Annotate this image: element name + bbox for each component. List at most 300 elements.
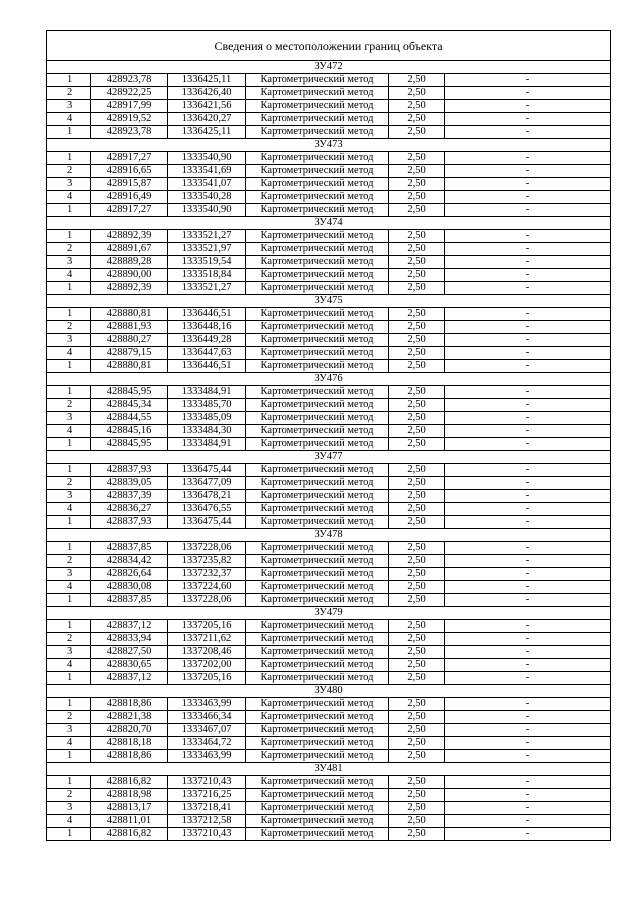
method-cell: Картометрический метод — [246, 100, 389, 113]
point-number-cell: 1 — [47, 776, 91, 789]
method-cell: Картометрический метод — [246, 802, 389, 815]
x-coordinate-cell: 428837,85 — [91, 542, 168, 555]
table-row — [47, 152, 611, 165]
accuracy-cell: 2,50 — [389, 113, 445, 126]
accuracy-cell: 2,50 — [389, 243, 445, 256]
point-number-cell: 3 — [47, 100, 91, 113]
x-coordinate-cell: 428844,55 — [91, 412, 168, 425]
table-row — [47, 464, 611, 477]
table-row — [47, 438, 611, 451]
description-cell: - — [445, 113, 611, 126]
boundary-document — [46, 30, 610, 841]
point-number-cell: 1 — [47, 74, 91, 87]
group-name: ЗУ472 — [47, 61, 611, 74]
accuracy-cell: 2,50 — [389, 802, 445, 815]
x-coordinate-cell: 428818,98 — [91, 789, 168, 802]
x-coordinate-cell: 428915,87 — [91, 178, 168, 191]
method-cell: Картометрический метод — [246, 477, 389, 490]
accuracy-cell: 2,50 — [389, 269, 445, 282]
table-row — [47, 269, 611, 282]
point-number-cell: 3 — [47, 412, 91, 425]
point-number-cell: 4 — [47, 815, 91, 828]
point-number-cell: 2 — [47, 243, 91, 256]
point-number-cell: 2 — [47, 165, 91, 178]
y-coordinate-cell: 1336476,55 — [168, 503, 246, 516]
accuracy-cell: 2,50 — [389, 321, 445, 334]
description-cell: - — [445, 724, 611, 737]
point-number-cell: 4 — [47, 191, 91, 204]
accuracy-cell: 2,50 — [389, 542, 445, 555]
y-coordinate-cell: 1336420,27 — [168, 113, 246, 126]
method-cell: Картометрический метод — [246, 178, 389, 191]
method-cell: Картометрический метод — [246, 438, 389, 451]
x-coordinate-cell: 428826,64 — [91, 568, 168, 581]
accuracy-cell: 2,50 — [389, 659, 445, 672]
description-cell: - — [445, 282, 611, 295]
y-coordinate-cell: 1337202,00 — [168, 659, 246, 672]
table-row — [47, 633, 611, 646]
accuracy-cell: 2,50 — [389, 191, 445, 204]
x-coordinate-cell: 428813,17 — [91, 802, 168, 815]
method-cell: Картометрический метод — [246, 815, 389, 828]
method-cell: Картометрический метод — [246, 555, 389, 568]
table-row — [47, 334, 611, 347]
method-cell: Картометрический метод — [246, 256, 389, 269]
point-number-cell: 1 — [47, 828, 91, 841]
method-cell: Картометрический метод — [246, 464, 389, 477]
x-coordinate-cell: 428923,78 — [91, 126, 168, 139]
point-number-cell: 1 — [47, 282, 91, 295]
description-cell: - — [445, 620, 611, 633]
y-coordinate-cell: 1336421,56 — [168, 100, 246, 113]
table-row — [47, 399, 611, 412]
y-coordinate-cell: 1337205,16 — [168, 672, 246, 685]
table-row — [47, 230, 611, 243]
method-cell: Картометрический метод — [246, 425, 389, 438]
description-cell: - — [445, 815, 611, 828]
y-coordinate-cell: 1336475,44 — [168, 516, 246, 529]
group-header-row — [47, 607, 611, 620]
description-cell: - — [445, 659, 611, 672]
accuracy-cell: 2,50 — [389, 581, 445, 594]
accuracy-cell: 2,50 — [389, 789, 445, 802]
method-cell: Картометрический метод — [246, 308, 389, 321]
description-cell: - — [445, 152, 611, 165]
group-header-row — [47, 139, 611, 152]
method-cell: Картометрический метод — [246, 126, 389, 139]
description-cell: - — [445, 477, 611, 490]
accuracy-cell: 2,50 — [389, 165, 445, 178]
accuracy-cell: 2,50 — [389, 646, 445, 659]
description-cell: - — [445, 555, 611, 568]
y-coordinate-cell: 1333464,72 — [168, 737, 246, 750]
accuracy-cell: 2,50 — [389, 256, 445, 269]
x-coordinate-cell: 428827,50 — [91, 646, 168, 659]
point-number-cell: 1 — [47, 360, 91, 373]
description-cell: - — [445, 191, 611, 204]
method-cell: Картометрический метод — [246, 646, 389, 659]
table-row — [47, 698, 611, 711]
accuracy-cell: 2,50 — [389, 724, 445, 737]
table-row — [47, 282, 611, 295]
point-number-cell: 4 — [47, 503, 91, 516]
table-row — [47, 646, 611, 659]
point-number-cell: 3 — [47, 802, 91, 815]
description-cell: - — [445, 698, 611, 711]
description-cell: - — [445, 503, 611, 516]
description-cell: - — [445, 321, 611, 334]
method-cell: Картометрический метод — [246, 243, 389, 256]
x-coordinate-cell: 428923,78 — [91, 74, 168, 87]
y-coordinate-cell: 1333463,99 — [168, 698, 246, 711]
y-coordinate-cell: 1333485,70 — [168, 399, 246, 412]
point-number-cell: 2 — [47, 477, 91, 490]
x-coordinate-cell: 428880,27 — [91, 334, 168, 347]
x-coordinate-cell: 428845,95 — [91, 386, 168, 399]
x-coordinate-cell: 428836,27 — [91, 503, 168, 516]
y-coordinate-cell: 1337210,43 — [168, 828, 246, 841]
table-row — [47, 490, 611, 503]
x-coordinate-cell: 428820,70 — [91, 724, 168, 737]
y-coordinate-cell: 1337232,37 — [168, 568, 246, 581]
point-number-cell: 2 — [47, 789, 91, 802]
group-name: ЗУ481 — [47, 763, 611, 776]
table-row — [47, 243, 611, 256]
x-coordinate-cell: 428881,93 — [91, 321, 168, 334]
method-cell: Картометрический метод — [246, 503, 389, 516]
accuracy-cell: 2,50 — [389, 152, 445, 165]
table-row — [47, 516, 611, 529]
y-coordinate-cell: 1333485,09 — [168, 412, 246, 425]
method-cell: Картометрический метод — [246, 828, 389, 841]
accuracy-cell: 2,50 — [389, 776, 445, 789]
x-coordinate-cell: 428880,81 — [91, 308, 168, 321]
y-coordinate-cell: 1336425,11 — [168, 74, 246, 87]
point-number-cell: 3 — [47, 490, 91, 503]
y-coordinate-cell: 1337218,41 — [168, 802, 246, 815]
y-coordinate-cell: 1333521,27 — [168, 282, 246, 295]
x-coordinate-cell: 428837,93 — [91, 464, 168, 477]
table-row — [47, 386, 611, 399]
y-coordinate-cell: 1337211,62 — [168, 633, 246, 646]
x-coordinate-cell: 428891,67 — [91, 243, 168, 256]
x-coordinate-cell: 428880,81 — [91, 360, 168, 373]
point-number-cell: 4 — [47, 269, 91, 282]
x-coordinate-cell: 428879,15 — [91, 347, 168, 360]
method-cell: Картометрический метод — [246, 594, 389, 607]
table-row — [47, 659, 611, 672]
description-cell: - — [445, 100, 611, 113]
accuracy-cell: 2,50 — [389, 815, 445, 828]
table-row — [47, 308, 611, 321]
accuracy-cell: 2,50 — [389, 87, 445, 100]
method-cell: Картометрический метод — [246, 516, 389, 529]
accuracy-cell: 2,50 — [389, 594, 445, 607]
point-number-cell: 4 — [47, 347, 91, 360]
description-cell: - — [445, 711, 611, 724]
x-coordinate-cell: 428890,00 — [91, 269, 168, 282]
table-row — [47, 802, 611, 815]
x-coordinate-cell: 428916,65 — [91, 165, 168, 178]
table-row — [47, 737, 611, 750]
group-header-row — [47, 529, 611, 542]
description-cell: - — [445, 308, 611, 321]
method-cell: Картометрический метод — [246, 230, 389, 243]
accuracy-cell: 2,50 — [389, 828, 445, 841]
y-coordinate-cell: 1333541,69 — [168, 165, 246, 178]
point-number-cell: 4 — [47, 425, 91, 438]
description-cell: - — [445, 425, 611, 438]
table-row — [47, 776, 611, 789]
accuracy-cell: 2,50 — [389, 633, 445, 646]
method-cell: Картометрический метод — [246, 581, 389, 594]
x-coordinate-cell: 428833,94 — [91, 633, 168, 646]
description-cell: - — [445, 581, 611, 594]
table-row — [47, 711, 611, 724]
method-cell: Картометрический метод — [246, 152, 389, 165]
table-row — [47, 87, 611, 100]
accuracy-cell: 2,50 — [389, 737, 445, 750]
point-number-cell: 1 — [47, 750, 91, 763]
method-cell: Картометрический метод — [246, 711, 389, 724]
description-cell: - — [445, 568, 611, 581]
table-row — [47, 360, 611, 373]
x-coordinate-cell: 428919,52 — [91, 113, 168, 126]
x-coordinate-cell: 428816,82 — [91, 776, 168, 789]
y-coordinate-cell: 1337235,82 — [168, 555, 246, 568]
description-cell: - — [445, 438, 611, 451]
description-cell: - — [445, 490, 611, 503]
description-cell: - — [445, 243, 611, 256]
y-coordinate-cell: 1333540,28 — [168, 191, 246, 204]
method-cell: Картометрический метод — [246, 698, 389, 711]
description-cell: - — [445, 178, 611, 191]
y-coordinate-cell: 1337210,43 — [168, 776, 246, 789]
x-coordinate-cell: 428818,86 — [91, 750, 168, 763]
table-row — [47, 542, 611, 555]
table-row — [47, 594, 611, 607]
point-number-cell: 1 — [47, 386, 91, 399]
method-cell: Картометрический метод — [246, 542, 389, 555]
y-coordinate-cell: 1336446,51 — [168, 308, 246, 321]
method-cell: Картометрический метод — [246, 113, 389, 126]
x-coordinate-cell: 428834,42 — [91, 555, 168, 568]
point-number-cell: 1 — [47, 438, 91, 451]
method-cell: Картометрический метод — [246, 724, 389, 737]
method-cell: Картометрический метод — [246, 87, 389, 100]
y-coordinate-cell: 1333541,07 — [168, 178, 246, 191]
point-number-cell: 1 — [47, 698, 91, 711]
x-coordinate-cell: 428816,82 — [91, 828, 168, 841]
y-coordinate-cell: 1336477,09 — [168, 477, 246, 490]
y-coordinate-cell: 1337228,06 — [168, 542, 246, 555]
point-number-cell: 1 — [47, 230, 91, 243]
accuracy-cell: 2,50 — [389, 425, 445, 438]
description-cell: - — [445, 334, 611, 347]
table-row — [47, 555, 611, 568]
accuracy-cell: 2,50 — [389, 412, 445, 425]
point-number-cell: 3 — [47, 724, 91, 737]
x-coordinate-cell: 428916,49 — [91, 191, 168, 204]
point-number-cell: 1 — [47, 620, 91, 633]
accuracy-cell: 2,50 — [389, 503, 445, 516]
group-header-row — [47, 373, 611, 386]
accuracy-cell: 2,50 — [389, 438, 445, 451]
method-cell: Картометрический метод — [246, 204, 389, 217]
description-cell: - — [445, 646, 611, 659]
boundary-table — [46, 30, 611, 841]
y-coordinate-cell: 1333521,97 — [168, 243, 246, 256]
table-row — [47, 425, 611, 438]
method-cell: Картометрический метод — [246, 672, 389, 685]
x-coordinate-cell: 428837,93 — [91, 516, 168, 529]
table-row — [47, 503, 611, 516]
description-cell: - — [445, 750, 611, 763]
method-cell: Картометрический метод — [246, 776, 389, 789]
accuracy-cell: 2,50 — [389, 698, 445, 711]
point-number-cell: 1 — [47, 308, 91, 321]
accuracy-cell: 2,50 — [389, 230, 445, 243]
group-name: ЗУ478 — [47, 529, 611, 542]
y-coordinate-cell: 1336475,44 — [168, 464, 246, 477]
point-number-cell: 2 — [47, 321, 91, 334]
x-coordinate-cell: 428917,99 — [91, 100, 168, 113]
description-cell: - — [445, 776, 611, 789]
accuracy-cell: 2,50 — [389, 672, 445, 685]
method-cell: Картометрический метод — [246, 737, 389, 750]
y-coordinate-cell: 1333484,30 — [168, 425, 246, 438]
x-coordinate-cell: 428830,65 — [91, 659, 168, 672]
description-cell: - — [445, 399, 611, 412]
y-coordinate-cell: 1333518,84 — [168, 269, 246, 282]
table-row — [47, 828, 611, 841]
y-coordinate-cell: 1336447,63 — [168, 347, 246, 360]
accuracy-cell: 2,50 — [389, 555, 445, 568]
description-cell: - — [445, 269, 611, 282]
x-coordinate-cell: 428830,08 — [91, 581, 168, 594]
title-row — [47, 31, 611, 61]
point-number-cell: 3 — [47, 646, 91, 659]
accuracy-cell: 2,50 — [389, 308, 445, 321]
y-coordinate-cell: 1336448,16 — [168, 321, 246, 334]
table-title: Сведения о местоположении границ объекта — [47, 31, 611, 61]
y-coordinate-cell: 1333484,91 — [168, 438, 246, 451]
x-coordinate-cell: 428892,39 — [91, 282, 168, 295]
accuracy-cell: 2,50 — [389, 711, 445, 724]
description-cell: - — [445, 360, 611, 373]
x-coordinate-cell: 428845,95 — [91, 438, 168, 451]
group-header-row — [47, 685, 611, 698]
description-cell: - — [445, 542, 611, 555]
x-coordinate-cell: 428917,27 — [91, 152, 168, 165]
description-cell: - — [445, 737, 611, 750]
accuracy-cell: 2,50 — [389, 516, 445, 529]
method-cell: Картометрический метод — [246, 568, 389, 581]
method-cell: Картометрический метод — [246, 633, 389, 646]
method-cell: Картометрический метод — [246, 620, 389, 633]
y-coordinate-cell: 1337224,60 — [168, 581, 246, 594]
group-header-row — [47, 217, 611, 230]
x-coordinate-cell: 428837,12 — [91, 620, 168, 633]
point-number-cell: 3 — [47, 178, 91, 191]
x-coordinate-cell: 428818,86 — [91, 698, 168, 711]
y-coordinate-cell: 1337228,06 — [168, 594, 246, 607]
y-coordinate-cell: 1333521,27 — [168, 230, 246, 243]
group-header-row — [47, 451, 611, 464]
group-header-row — [47, 61, 611, 74]
accuracy-cell: 2,50 — [389, 750, 445, 763]
description-cell: - — [445, 828, 611, 841]
accuracy-cell: 2,50 — [389, 490, 445, 503]
x-coordinate-cell: 428845,16 — [91, 425, 168, 438]
y-coordinate-cell: 1333519,54 — [168, 256, 246, 269]
accuracy-cell: 2,50 — [389, 360, 445, 373]
table-row — [47, 191, 611, 204]
table-row — [47, 113, 611, 126]
point-number-cell: 1 — [47, 464, 91, 477]
point-number-cell: 2 — [47, 711, 91, 724]
accuracy-cell: 2,50 — [389, 178, 445, 191]
method-cell: Картометрический метод — [246, 490, 389, 503]
table-row — [47, 581, 611, 594]
accuracy-cell: 2,50 — [389, 386, 445, 399]
description-cell: - — [445, 516, 611, 529]
point-number-cell: 4 — [47, 737, 91, 750]
method-cell: Картометрический метод — [246, 412, 389, 425]
point-number-cell: 3 — [47, 568, 91, 581]
table-row — [47, 347, 611, 360]
accuracy-cell: 2,50 — [389, 334, 445, 347]
x-coordinate-cell: 428811,01 — [91, 815, 168, 828]
group-name: ЗУ479 — [47, 607, 611, 620]
method-cell: Картометрический метод — [246, 399, 389, 412]
accuracy-cell: 2,50 — [389, 620, 445, 633]
point-number-cell: 3 — [47, 334, 91, 347]
method-cell: Картометрический метод — [246, 334, 389, 347]
point-number-cell: 1 — [47, 126, 91, 139]
x-coordinate-cell: 428917,27 — [91, 204, 168, 217]
table-row — [47, 620, 611, 633]
description-cell: - — [445, 165, 611, 178]
group-name: ЗУ475 — [47, 295, 611, 308]
y-coordinate-cell: 1336425,11 — [168, 126, 246, 139]
method-cell: Картометрический метод — [246, 321, 389, 334]
method-cell: Картометрический метод — [246, 659, 389, 672]
y-coordinate-cell: 1337208,46 — [168, 646, 246, 659]
x-coordinate-cell: 428889,28 — [91, 256, 168, 269]
method-cell: Картометрический метод — [246, 282, 389, 295]
y-coordinate-cell: 1333484,91 — [168, 386, 246, 399]
description-cell: - — [445, 256, 611, 269]
description-cell: - — [445, 87, 611, 100]
method-cell: Картометрический метод — [246, 165, 389, 178]
group-header-row — [47, 763, 611, 776]
point-number-cell: 1 — [47, 672, 91, 685]
point-number-cell: 2 — [47, 399, 91, 412]
y-coordinate-cell: 1333466,34 — [168, 711, 246, 724]
x-coordinate-cell: 428922,25 — [91, 87, 168, 100]
description-cell: - — [445, 789, 611, 802]
table-row — [47, 256, 611, 269]
table-row — [47, 724, 611, 737]
table-row — [47, 568, 611, 581]
method-cell: Картометрический метод — [246, 789, 389, 802]
description-cell: - — [445, 230, 611, 243]
description-cell: - — [445, 594, 611, 607]
group-name: ЗУ476 — [47, 373, 611, 386]
x-coordinate-cell: 428837,85 — [91, 594, 168, 607]
x-coordinate-cell: 428839,05 — [91, 477, 168, 490]
